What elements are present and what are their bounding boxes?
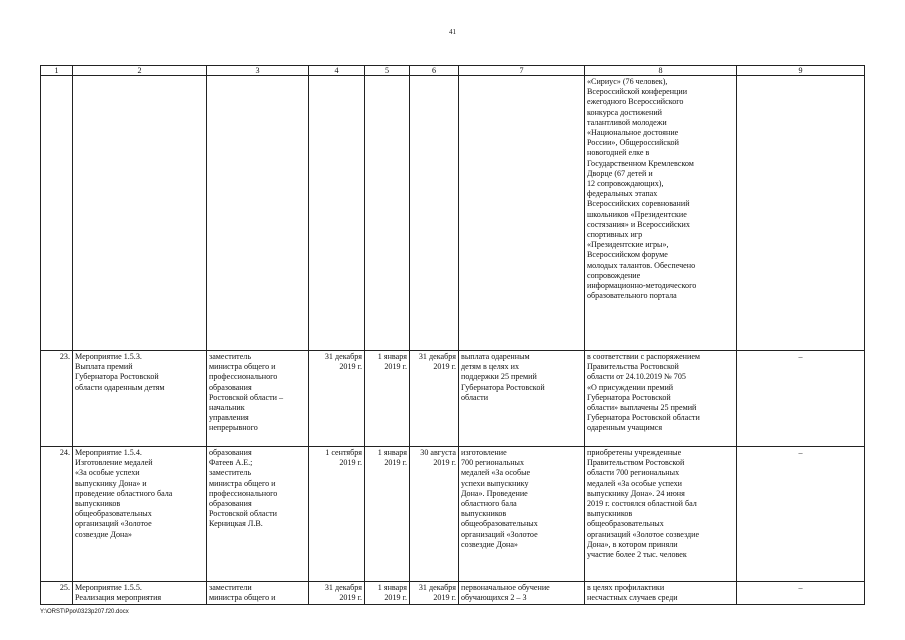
problems-text: – <box>798 352 803 361</box>
table-row <box>41 447 865 582</box>
planned-result-text: первоначальное обучение обучающихся 2 – 3 <box>461 583 550 603</box>
planned-result-cell <box>459 351 585 447</box>
start-date-text: 1 января 2019 г. <box>377 352 407 372</box>
row-number: 23. <box>41 351 73 447</box>
problems-text: – <box>798 448 803 457</box>
page-number: 41 <box>449 28 456 36</box>
event-name-cell <box>73 582 207 605</box>
event-name-text: Мероприятие 1.5.4. Изготовление медалей «За особые успехи выпускнику Дона» и проведение областного бала выпускников общеобразовательных организаций «Золотое созвездие Дона» <box>75 448 173 539</box>
table-row <box>41 582 865 605</box>
responsible-cell <box>207 582 309 605</box>
planned-date-cell <box>309 76 365 351</box>
end-date-cell <box>410 76 459 351</box>
planned-result-cell <box>459 447 585 582</box>
column-number: 6 <box>410 66 459 76</box>
start-date-cell <box>365 582 410 605</box>
actual-result-cell <box>585 447 737 582</box>
responsible-text: заместитель министра общего и профессионального образования Ростовской области – начальник управления непрерывного <box>209 352 284 433</box>
actual-result-text: в целях профилактики несчастных случаев среди <box>587 583 678 603</box>
planned-result-cell <box>459 582 585 605</box>
planned-date-cell <box>309 351 365 447</box>
planned-date-text: 1 сентября 2019 г. <box>325 448 362 468</box>
problems-cell <box>737 582 865 605</box>
actual-result-cell <box>585 76 737 351</box>
start-date-text: 1 января 2019 г. <box>377 583 407 603</box>
planned-result-cell <box>459 76 585 351</box>
planned-date-text: 31 декабря 2019 г. <box>324 583 362 603</box>
responsible-cell <box>207 447 309 582</box>
table-row <box>41 351 865 447</box>
column-number-row <box>41 66 865 76</box>
end-date-text: 30 августа 2019 г. <box>420 448 456 468</box>
event-name-cell <box>73 351 207 447</box>
planned-date-cell <box>309 447 365 582</box>
problems-cell <box>737 76 865 351</box>
start-date-cell <box>365 447 410 582</box>
actual-result-text: в соответствии с распоряжением Правительства Ростовской области от 24.10.2019 № 705 «О присуждении премий Губернатора Ростовской области» выплачены 25 премий Губернатора Ростовской области одаренным учащимся <box>587 352 701 433</box>
start-date-cell <box>365 351 410 447</box>
column-number: 1 <box>41 66 73 76</box>
end-date-cell <box>410 351 459 447</box>
problems-cell <box>737 447 865 582</box>
event-name-text: Мероприятие 1.5.5. Реализация мероприятия <box>75 583 162 603</box>
event-name-cell <box>73 76 207 351</box>
row-number: 25. <box>41 582 73 605</box>
responsible-text: образования Фатеев А.Е.; заместитель министра общего и профессионального образования Ростовской области Керницкая Л.В. <box>209 448 278 529</box>
start-date-cell <box>365 76 410 351</box>
responsible-cell <box>207 351 309 447</box>
report-table <box>40 65 865 605</box>
end-date-cell <box>410 582 459 605</box>
file-path-footer: Y:\ORST\Ppo\0323p207.f20.docx <box>40 609 129 615</box>
planned-result-text: выплата одаренным детям в целях их поддержки 25 премий Губернатора Ростовской области <box>461 352 545 402</box>
start-date-text: 1 января 2019 г. <box>377 448 407 468</box>
column-number: 5 <box>365 66 410 76</box>
column-number: 2 <box>73 66 207 76</box>
actual-result-text: приобретены учрежденные Правительством Ростовской области 700 региональных медалей «За особые успехи выпускнику Дона». 24 июня 2019 г. состоялся областной бал выпускников общеобразовательных организаций «Золотое созвездие Дона», в котором приняли участие более 2 тыс. человек <box>587 448 700 560</box>
event-name-text: Мероприятие 1.5.3. Выплата премий Губернатора Ростовской области одаренным детям <box>75 352 165 392</box>
column-number: 4 <box>309 66 365 76</box>
responsible-cell <box>207 76 309 351</box>
row-number <box>41 76 73 351</box>
planned-date-text: 31 декабря 2019 г. <box>324 352 362 372</box>
column-number: 8 <box>585 66 737 76</box>
actual-result-cell <box>585 582 737 605</box>
problems-text: – <box>798 583 803 592</box>
table-row <box>41 76 865 351</box>
column-number: 9 <box>737 66 865 76</box>
actual-result-text: «Сириус» (76 человек), Всероссийской конференции ежегодного Всероссийского конкурса достижений талантливой молодежи «Национальное достояние России», Общероссийской новогодней елке в Государственном Кремлевском Дворце (67 детей и 12 сопровождающих), федеральных этапах Всероссийских соревнований школьников «Президентские состязания» и Всероссийских спортивных игр «Президентские игры», Всероссийском форуме молодых талантов. Обеспечено сопровождение информационно-методического образовательного портала <box>587 77 697 301</box>
column-number: 7 <box>459 66 585 76</box>
problems-cell <box>737 351 865 447</box>
planned-result-text: изготовление 700 региональных медалей «За особые успехи выпускнику Дона». Проведение областного бала выпускников общеобразовательных организаций «Золотое созвездие Дона» <box>461 448 538 549</box>
actual-result-cell <box>585 351 737 447</box>
end-date-text: 31 декабря 2019 г. <box>418 352 456 372</box>
column-number: 3 <box>207 66 309 76</box>
end-date-cell <box>410 447 459 582</box>
planned-date-cell <box>309 582 365 605</box>
responsible-text: заместители министра общего и <box>209 583 276 603</box>
row-number: 24. <box>41 447 73 582</box>
end-date-text: 31 декабря 2019 г. <box>418 583 456 603</box>
event-name-cell <box>73 447 207 582</box>
